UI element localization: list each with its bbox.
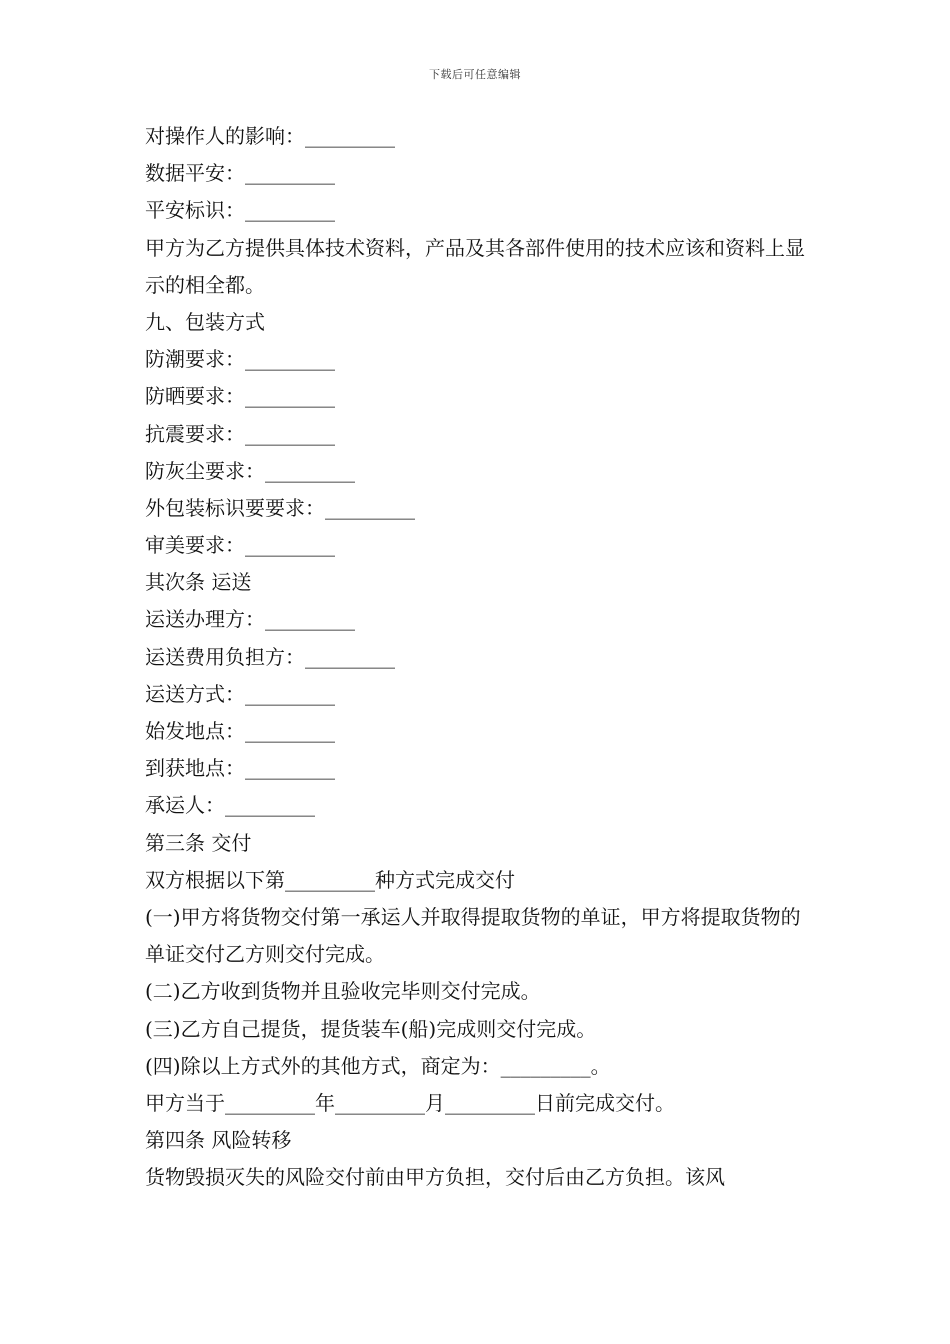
text-line: 始发地点：_________ <box>145 719 335 744</box>
text-line: 数据平安：_________ <box>145 161 335 186</box>
document-body <box>145 118 810 1197</box>
text-line: 审美要求：_________ <box>145 533 335 558</box>
text-line: (二)乙方收到货物并且验收完毕则交付完成。 <box>145 979 541 1004</box>
text-line: 平安标识：_________ <box>145 198 335 223</box>
section-heading: 第四条 风险转移 <box>145 1128 292 1153</box>
text-line: 运送费用负担方：_________ <box>145 644 395 669</box>
text-line: 到获地点：_________ <box>145 756 335 781</box>
text-line: 货物毁损灭失的风险交付前由甲方负担，交付后由乙方负担。该风 <box>145 1165 725 1190</box>
page-header-note: 下载后可任意编辑 <box>429 68 521 81</box>
text-line: 防潮要求：_________ <box>145 347 335 372</box>
text-line: 甲方当于_________年_________月_________日前完成交付。 <box>145 1090 675 1115</box>
text-line: 对操作人的影响：_________ <box>145 124 395 148</box>
section-heading: 九、包装方式 <box>145 309 265 334</box>
text-line: 承运人：_________ <box>145 793 315 818</box>
section-heading: 其次条 运送 <box>145 570 252 595</box>
text-line: (三)乙方自己提货，提货装车(船)完成则交付完成。 <box>145 1016 597 1041</box>
text-paragraph: (一)甲方将货物交付第一承运人并取得提取货物的单证，甲方将提取货物的单证交付乙方则交付完成。 <box>145 904 801 967</box>
text-line: 双方根据以下第_________种方式完成交付 <box>145 867 515 892</box>
text-line: 外包装标识要要求：_________ <box>145 495 415 520</box>
text-line: (四)除以上方式外的其他方式，商定为：_________。 <box>145 1053 611 1078</box>
text-line: 防晒要求：_________ <box>145 384 335 409</box>
text-line: 运送办理方：_________ <box>145 607 355 632</box>
text-line: 防灰尘要求：_________ <box>145 458 355 483</box>
text-line: 运送方式：_________ <box>145 681 335 706</box>
text-line: 抗震要求：_________ <box>145 421 335 446</box>
section-heading: 第三条 交付 <box>145 830 252 855</box>
text-paragraph: 甲方为乙方提供具体技术资料，产品及其各部件使用的技术应该和资料上显示的相全都。 <box>145 235 805 297</box>
